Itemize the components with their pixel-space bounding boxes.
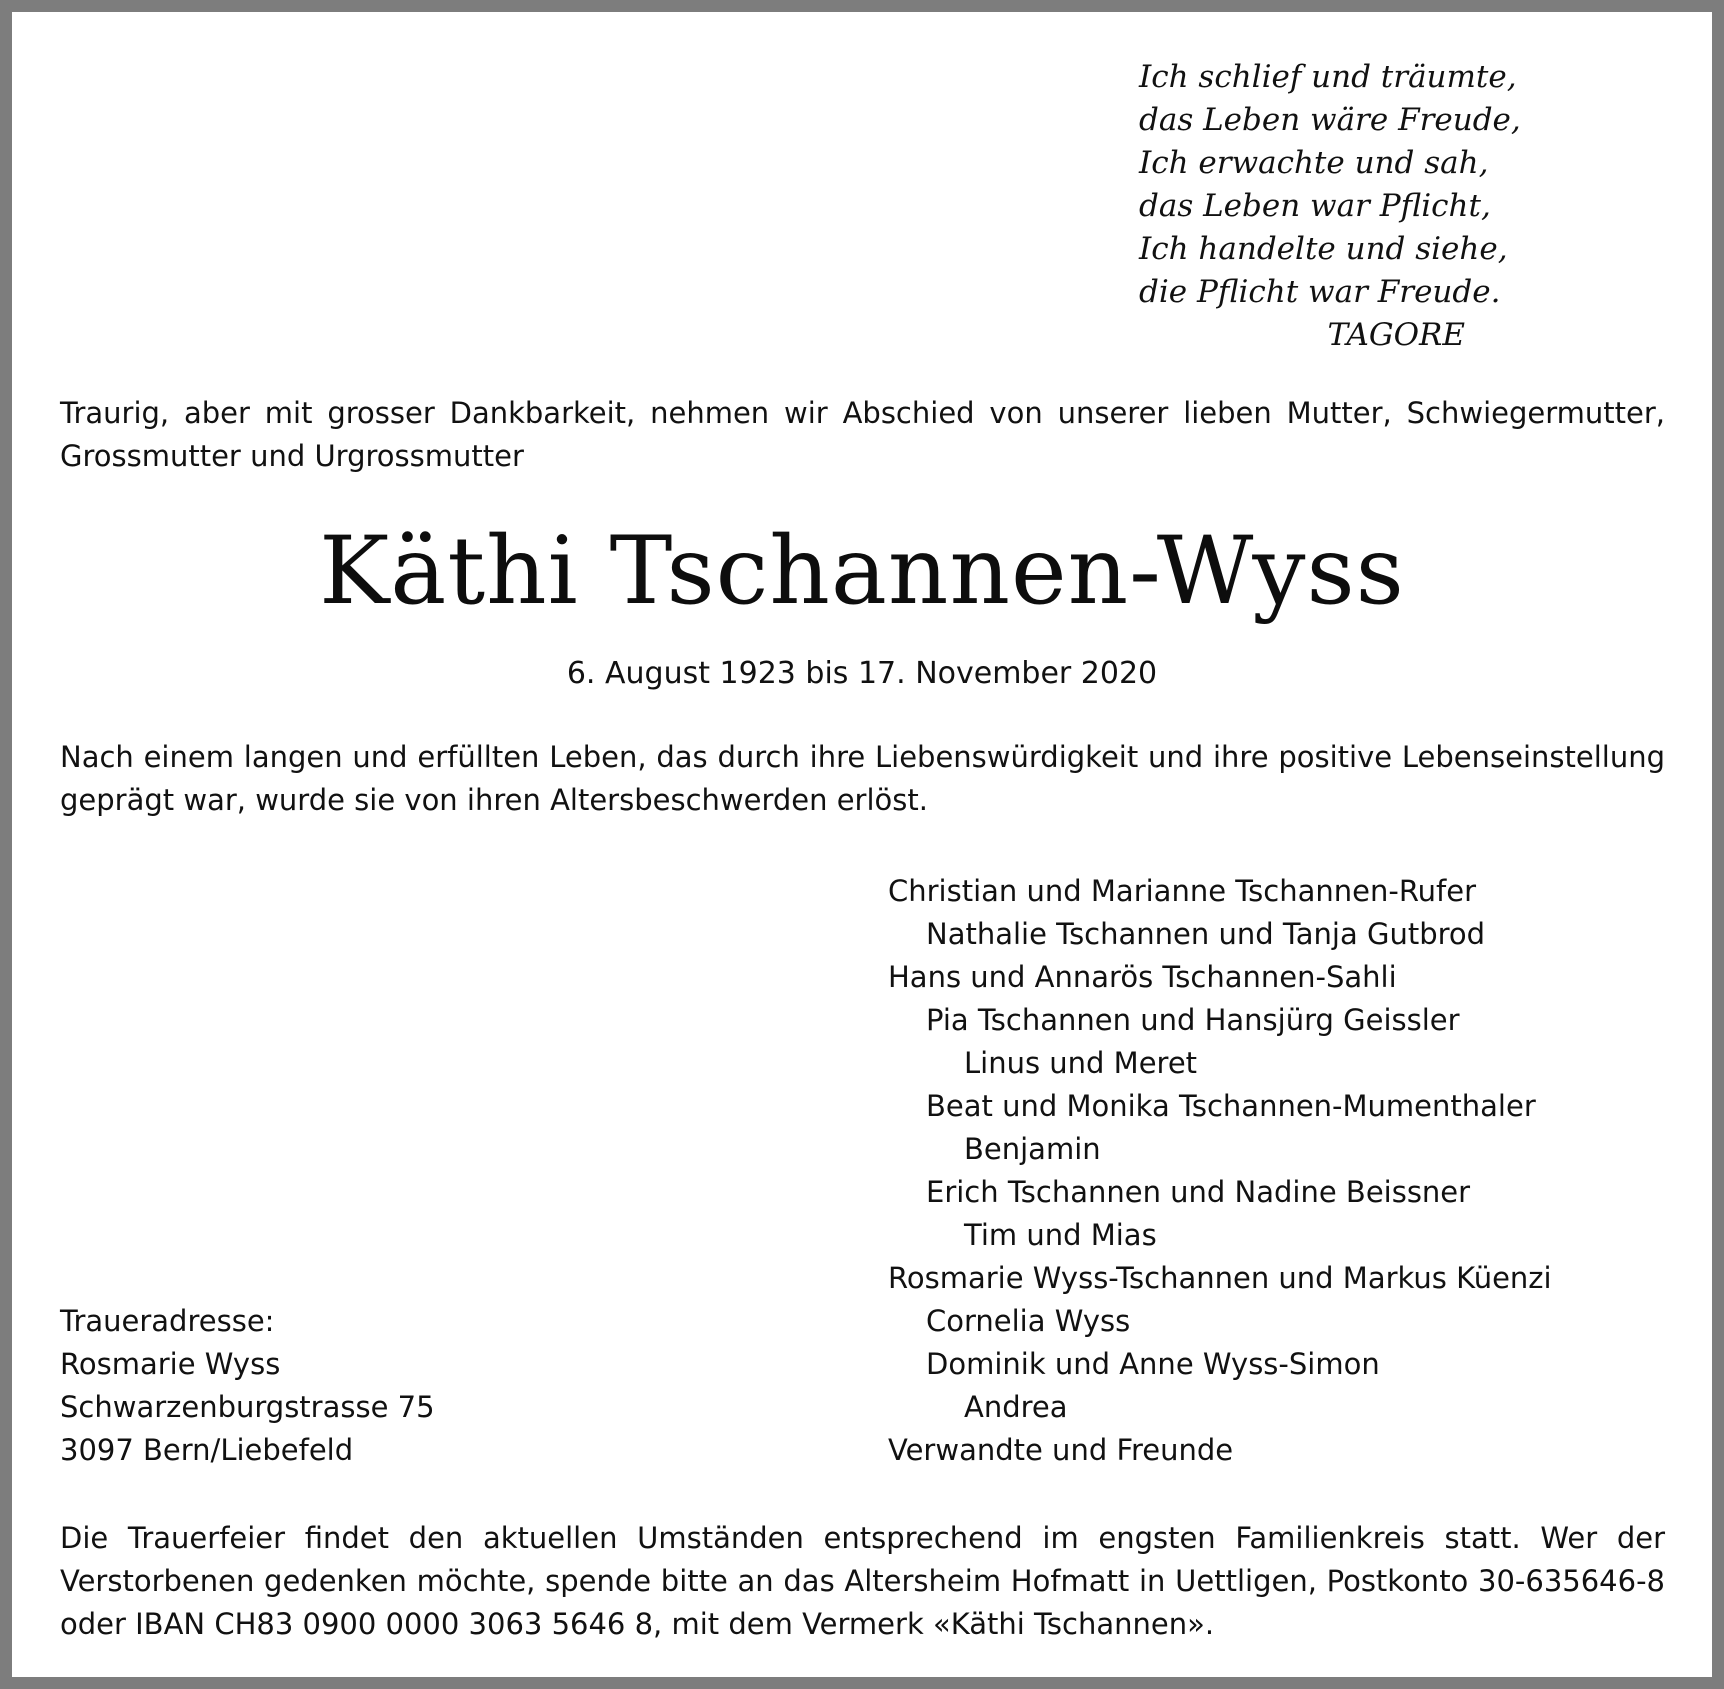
mourner-entry: Cornelia Wyss xyxy=(926,1304,1131,1338)
poem-line: die Pflicht war Freude. xyxy=(1139,274,1501,310)
mourning-address xyxy=(60,1300,760,1472)
mourner-entry: Tim und Mias xyxy=(964,1218,1157,1252)
poem-line: das Leben war Pflicht, xyxy=(1139,188,1491,224)
mourner-entry: Nathalie Tschannen und Tanja Gutbrod xyxy=(926,917,1486,951)
address-street: Schwarzenburgstrasse 75 xyxy=(60,1390,435,1424)
closing-text: Die Trauerfeier findet den aktuellen Umständen entsprechend im engsten Familienkreis statt. Wer der Verstorbenen gedenken möchte, spende bitte an das Altersheim Hofmatt in Uettligen, Postkonto 30-635646-8 oder IBAN CH83 0900 0000 3063 5646 8, mit dem Vermerk «Käthi Tschannen». xyxy=(60,1521,1665,1641)
mourner-entry: Andrea xyxy=(964,1390,1068,1424)
address-label: Traueradresse: xyxy=(60,1304,275,1338)
mourner-entry: Dominik und Anne Wyss-Simon xyxy=(926,1347,1380,1381)
poem-line: Ich handelte und siehe, xyxy=(1139,231,1508,267)
intro-text: Traurig, aber mit grosser Dankbarkeit, nehmen wir Abschied von unserer lieben Mutter, Schwiegermutter, Grossmutter und Urgrossmutter xyxy=(60,396,1665,473)
poem-line: das Leben wäre Freude, xyxy=(1139,102,1521,138)
mourner-entry: Rosmarie Wyss-Tschannen und Markus Küenzi xyxy=(888,1261,1552,1295)
life-dates: 6. August 1923 bis 17. November 2020 xyxy=(566,656,1158,691)
poem-quote xyxy=(1139,56,1559,357)
address-name: Rosmarie Wyss xyxy=(60,1347,281,1381)
mourner-entry: Verwandte und Freunde xyxy=(888,1433,1234,1467)
address-city: 3097 Bern/Liebefeld xyxy=(60,1433,354,1467)
mourners-list xyxy=(888,870,1688,1472)
poem-line: Ich erwachte und sah, xyxy=(1139,145,1489,181)
poem-author: TAGORE xyxy=(1327,317,1465,353)
mourner-entry: Hans und Annarös Tschannen-Sahli xyxy=(888,960,1397,994)
mourner-entry: Linus und Meret xyxy=(964,1046,1198,1080)
mourner-entry: Benjamin xyxy=(964,1132,1101,1166)
obituary-page xyxy=(12,12,1712,1677)
mourner-entry: Pia Tschannen und Hansjürg Geissler xyxy=(926,1003,1460,1037)
poem-line: Ich schlief und träumte, xyxy=(1139,59,1517,95)
mourner-entry: Christian und Marianne Tschannen-Rufer xyxy=(888,874,1477,908)
mourner-entry: Erich Tschannen und Nadine Beissner xyxy=(926,1175,1471,1209)
body-text: Nach einem langen und erfüllten Leben, das durch ihre Liebenswürdigkeit und ihre positive Lebenseinstellung geprägt war, wurde sie von ihren Altersbeschwerden erlöst. xyxy=(60,740,1665,817)
mourner-entry: Beat und Monika Tschannen-Mumenthaler xyxy=(926,1089,1536,1123)
deceased-name: Käthi Tschannen-Wyss xyxy=(319,517,1405,626)
